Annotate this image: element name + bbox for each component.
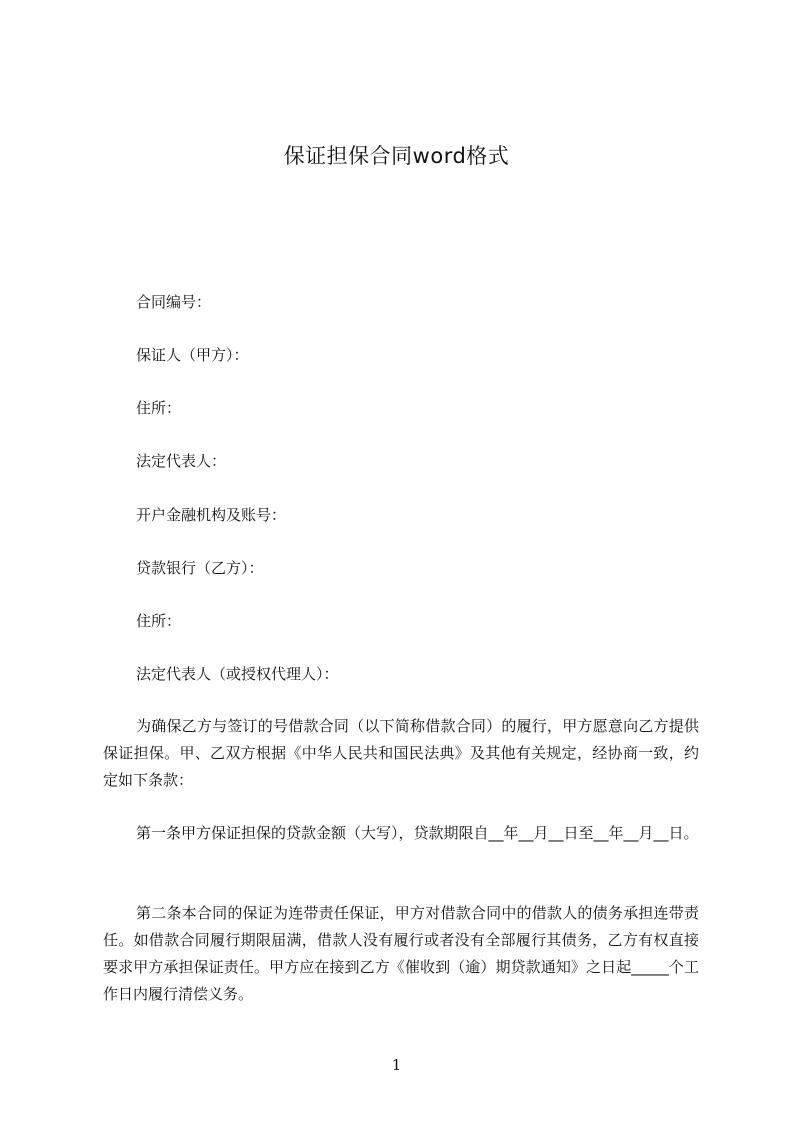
page-number: 1 [391,1056,402,1074]
field-contract-number: 合同编号： [136,293,212,311]
field-bank-address: 住所： [136,612,182,630]
field-guarantor: 保证人（甲方）： [136,346,249,364]
field-legal-representative: 法定代表人： [136,452,227,470]
field-bank-representative: 法定代表人（或授权代理人）： [136,665,339,683]
preamble-paragraph: 为确保乙方与签订的号借款合同（以下简称借款合同）的履行，甲方愿意向乙方提供保证担保。甲、乙双方根据《中华人民共和国民法典》及其他有关规定，经协商一致，约定如下条款： [103,717,699,789]
article-1-paragraph: 第一条甲方保证担保的贷款金额（大写），贷款期限自__年__月__日至__年__月__日。 [136,824,699,842]
document-title: 保证担保合同word格式 [283,144,510,168]
field-guarantor-address: 住所： [136,399,182,417]
field-bank-account: 开户金融机构及账号： [136,506,287,524]
article-2-paragraph: 第二条本合同的保证为连带责任保证，甲方对借款合同中的借款人的债务承担连带责任。如借款合同履行期限届满，借款人没有履行或者没有全部履行其债务，乙方有权直接要求甲方承担保证责任。甲方应在接到乙方《催收到（逾）期贷款通知》之日起_____个工作日内履行清偿义务。 [103,904,699,1003]
field-lending-bank: 贷款银行（乙方）： [136,559,264,577]
